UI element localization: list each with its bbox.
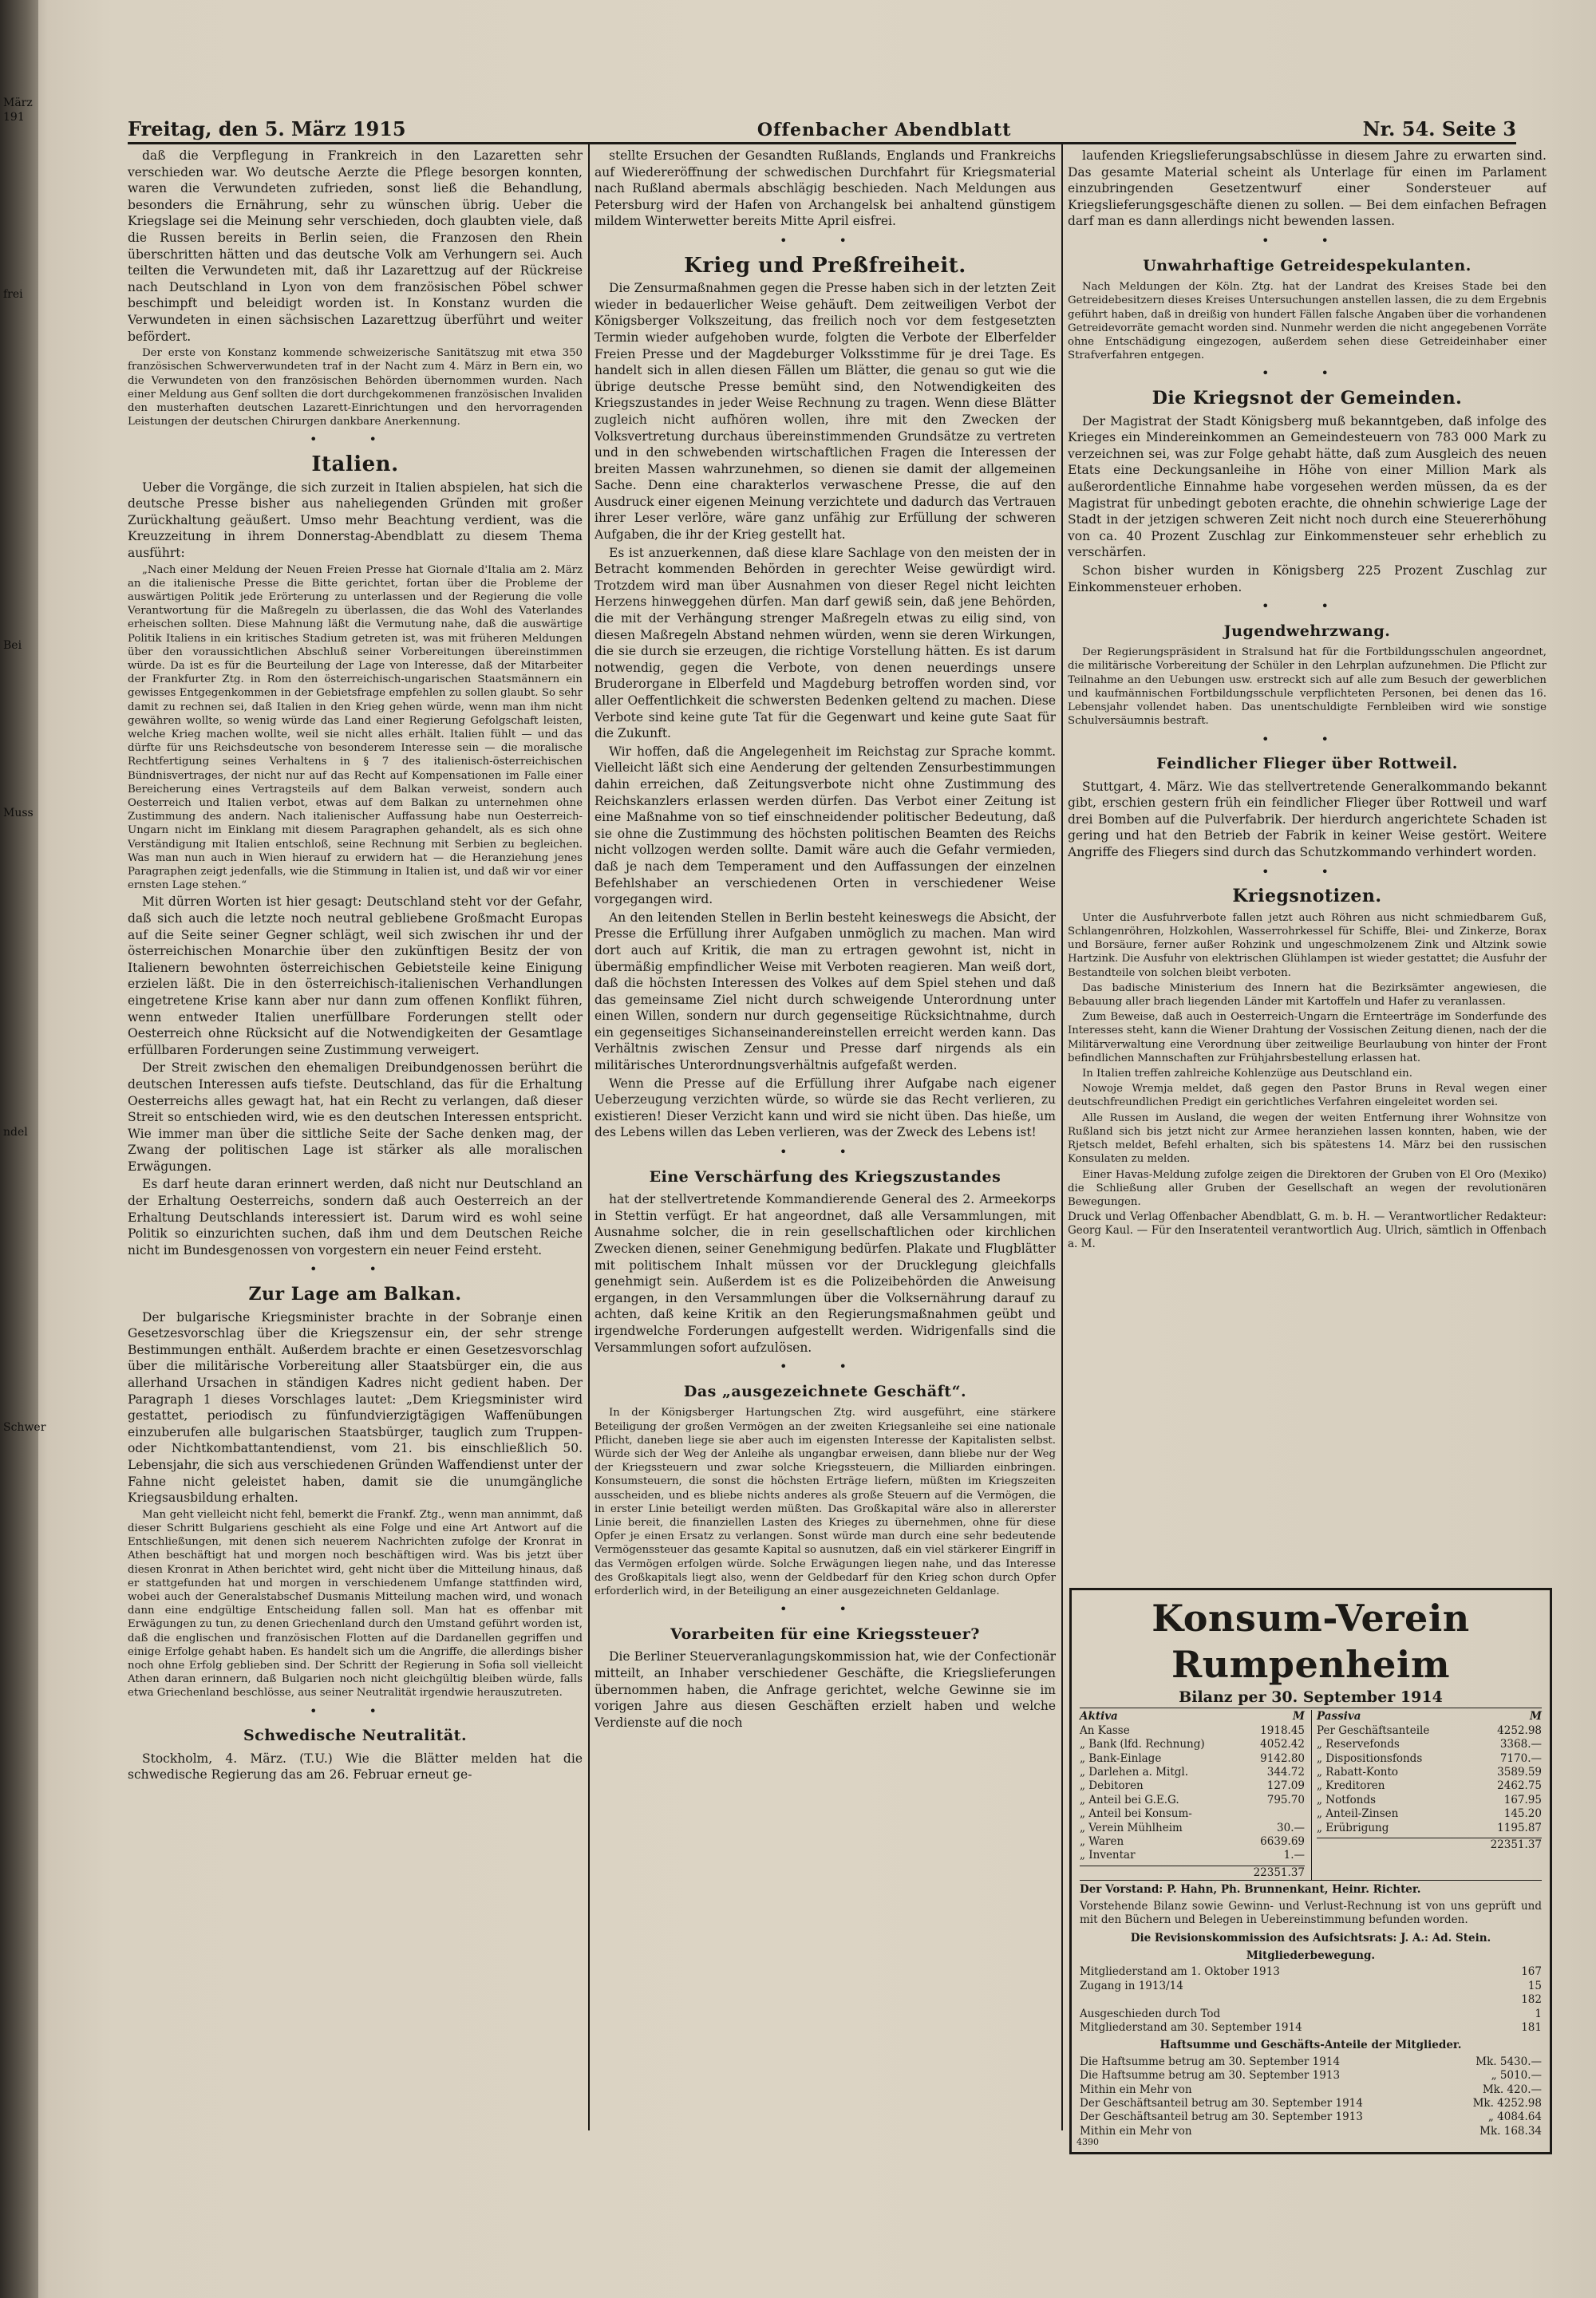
article-paragraph: Es ist anzuerkennen, daß diese klare Sachlage von den meisten der in Betracht kommenden Behörden in gerechter Weise gewürdigt wird. Trotzdem wird man über Ausnahmen von dieser Regel nicht leichten Herzens hinweggehen dürfen. Man darf gewiß sein, daß jene Behörden, die mit der Verhängung strenger Maßregeln etwas zu eilig sind, von diesen Maßregeln Abstand nehmen würden, wenn sie deren Wirkungen, die sie durch sie erzeugen, die richtige Vorstellung hätten. Es ist darum notwendig, gegen die Verbote, von denen neuerdings unsere Bruderorgane in Elberfeld und Magdeburg betroffen worden sind, vor aller Oeffentlichkeit die schwersten Bedenken geltend zu machen. Diese Verbote sind keine gute Tat für die Gegenwart und keine gute Saat für die Zukunft.	[595, 545, 1056, 741]
ad-subtitle: Bilanz per 30. September 1914	[1179, 1688, 1443, 1706]
headline-jugendwehr: Jugendwehrzwang.	[1223, 622, 1391, 640]
aktiva-row-label: „ Bank-Einlage	[1080, 1751, 1162, 1765]
binding-fragment: frei	[3, 288, 23, 301]
binding-fragment: Muss	[3, 807, 34, 819]
binding-fragment: März 191	[3, 97, 33, 124]
passiva-row-label: Per Geschäftsanteile	[1317, 1724, 1430, 1737]
article-paragraph: Der erste von Konstanz kommende schweizerische Sanitätszug mit etwa 350 französischen Schwerverwundeten traf in der Nacht zum 4. März in Bern ein, wo die Verwundeten von den französischen Behörden übernommen wurden. Nach einer Meldung aus Genf sollten die dort durchgekommenen französischen Invaliden den musterhaften deutschen Lazarett-Einrichtungen und den hervorragenden Leistungen der deutschen Chirurgen dankbare Anerkennung.	[128, 347, 583, 428]
masthead	[128, 112, 1516, 140]
separator: • •	[310, 1262, 401, 1277]
headline-kriegsnotizen: Kriegsnotizen.	[1232, 886, 1382, 907]
article-paragraph: Nowoje Wremja meldet, daß gegen den Pastor Bruns in Reval wegen einer deutschfreundlichen Predigt ein gerichtliches Verfahren eingeleitet worden sei.	[1068, 1083, 1547, 1109]
liability-row	[1080, 2125, 1542, 2138]
article-paragraph: Es darf heute daran erinnert werden, daß nicht nur Deutschland an der Erhaltung Oesterreichs, sondern daß auch Oesterreich an der Erhaltung Deutschlands interessiert ist. Darum wird es wohl seine Politik so einzurichten suchen, daß ihm und dem Deutschen Reiche nicht im Bundesgenossen von vorgestern ein neuer Feind ersteht.	[128, 1177, 583, 1258]
revision-commission: Die Revisionskommission des Aufsichtsrats: J. A.: Ad. Stein.	[1130, 1931, 1491, 1945]
aktiva-row-value: 4052.42	[1260, 1738, 1305, 1751]
separator: • •	[1262, 365, 1353, 381]
article-paragraph: Der Magistrat der Stadt Königsberg muß bekanntgeben, daß infolge des Krieges ein Mindereinkommen an Gemeindesteuern von 783 000 Mark zu verzeichnen sei, was zur Folge gehabt hätte, daß zum Ausgleich des neuen Etats eine Deckungsanleihe in Höhe von einer Million Mark als außerordentliche Einnahme habe vorgesehen werden müssen, da es der Magistrat für unbedingt geboten erachte, die ohnehin schwierige Lage der Stadt in der jetzigen schweren Zeit nicht noch durch eine Steuererhöhung von ca. 40 Prozent Zuschlag zur Einkommensteuer sehr erheblich zu verschärfen.	[1068, 413, 1547, 560]
passiva-row-value: 4252.98	[1497, 1724, 1542, 1737]
passiva-row-label: „ Kreditoren	[1317, 1779, 1385, 1793]
article-paragraph: Alle Russen im Ausland, die wegen der weiten Entfernung ihrer Wohnsitze von Rußland sich bis jetzt nicht zur Armee heranziehen lassen konnten, haben, wie der Rjetsch meldet, Befehl erhalten, sich bis spätestens 14. März bei den russischen Konsulaten zu melden.	[1068, 1111, 1547, 1166]
aktiva-row	[1080, 1766, 1305, 1779]
passiva-row-value: 167.95	[1503, 1793, 1542, 1806]
article-paragraph: Stuttgart, 4. März. Wie das stellvertretende Generalkommando bekannt gibt, erschien gestern früh ein feindlicher Flieger über Rottweil und warf drei Bomben auf die Pulverfabrik. Der hierdurch angerichtete Schaden ist gering und hat den Betrieb der Fabrik in keiner Weise gestört. Weitere Angriffe des Fliegers sind durch das Schutzkommando verhindert worden.	[1068, 779, 1547, 860]
separator: • •	[780, 232, 871, 248]
currency-label: M	[1530, 1710, 1542, 1724]
column-3	[1068, 148, 1547, 1580]
liability-row-value: Mk. 420.—	[1482, 2083, 1542, 2096]
passiva-row-label: „ Reservefonds	[1317, 1738, 1400, 1751]
passiva-row-label: „ Notfonds	[1317, 1793, 1377, 1806]
liability-row-value: Mk. 168.34	[1479, 2124, 1542, 2138]
article-paragraph: In Italien treffen zahlreiche Kohlenzüge aus Deutschland ein.	[1082, 1068, 1412, 1080]
article-paragraph: stellte Ersuchen der Gesandten Rußlands, Englands und Frankreichs auf Wiedereröffnung der schwedischen Durchfahrt für Kriegsmaterial nach Rußland abermals abschlägig beschieden. Nach Meldungen aus Petersburg wird der Hafen von Archangelsk bei anhaltend günstigem mildem Winterwetter bereits Mitte April eisfrei.	[595, 148, 1056, 229]
aktiva-total: 22351.37	[1253, 1866, 1305, 1879]
article-paragraph: Stockholm, 4. März. (T.U.) Wie die Blätter melden hat die schwedische Regierung das am 26. Februar erneut ge-	[128, 1751, 583, 1783]
headline-italien: Italien.	[311, 452, 399, 476]
article-paragraph: Einer Havas-Meldung zufolge zeigen die Direktoren der Gruben von El Oro (Mexiko) die Schließung aller Gruben der Gesellschaft an wegen der revolutionären Bewegungen.	[1068, 1168, 1547, 1208]
headline-geschaeft: Das „ausgezeichnete Geschäft“.	[683, 1382, 967, 1400]
book-binding	[0, 0, 46, 2298]
headline-getreide: Unwahrhaftige Getreidespekulanten.	[1143, 256, 1472, 274]
binding-fragment: Bei	[3, 639, 22, 652]
article-paragraph: Man geht vielleicht nicht fehl, bemerkt die Frankf. Ztg., wenn man annimmt, daß dieser Schritt Bulgariens geschieht als eine Folge und eine Art Antwort auf die Entschließungen, mit denen sich neuerem Nachrichten zufolge der Kronrat in Athen beschäftigt hat und morgen noch beschäftigen wird. Was bis jetzt über diesen Kronrat in Athen berichtet wird, geht nicht über die Mitteilung hinaus, daß er stattgefunden hat und morgen in verschiedenem Umfange stattfinden wird, wobei auch der Generalstabschef Dusmanis Mitteilung machen wird, und wonach dann eine endgültige Entscheidung fallen soll. Man hat es offenbar mit Erwägungen zu tun, zu denen Griechenland durch den Umstand geführt worden ist, daß die englischen und französischen Flotten auf die Dardanellen gegriffen und einige Erfolge gehabt haben. Es handelt sich um die Angriffe, die allerdings bisher noch ohne Erfolg geblieben sind. Der Schritt der Regierung in Sofia soll vielleicht Athen daran erinnern, daß Bulgarien noch nicht gleichgültig bleiben würde, falls etwa Griechenland beschlösse, aus seiner Neutralität irgendwie herauszutreten.	[128, 1508, 583, 1700]
aktiva-row	[1080, 1738, 1305, 1751]
member-row	[1080, 1965, 1542, 1979]
liability-row-value: Mk. 5430.—	[1476, 2055, 1542, 2068]
member-row	[1080, 1993, 1542, 2007]
ad-title: Konsum-Verein Rumpenheim	[1152, 1597, 1470, 1686]
passiva-label: Passiva	[1317, 1710, 1361, 1724]
passiva-row-label: „ Erübrigung	[1317, 1821, 1389, 1834]
article-paragraph: Die Zensurmaßnahmen gegen die Presse haben sich in der letzten Zeit wieder in bedauerlicher Weise gehäuft. Dem zeitweiligen Verbot der Königsberger Volkszeitung, das freilich noch vor dem festgesetzten Termin wieder aufgehoben wurde, folgten die Verbote der Elberfelder Freien Presse und der Magdeburger Volksstimme für je drei Tage. Es handelt sich in allen diesen Fällen um Blätter, die genau so gut wie die übrige deutsche Presse bemüht sind, den Notwendigkeiten des Kriegszustandes in jeder Weise Rechnung zu tragen. Wenn diese Blätter zugleich nicht aufhören wollen, ihre mit den Zwecken der Volksvertretung durchaus übereinstimmenden Grundsätze zu vertreten und in den schwebenden wirtschaftlichen Fragen die Interessen der breiten Massen wahrzunehmen, so dienen sie damit der allgemeinen Sache. Denn eine charakterlos verwaschene Presse, die auf den Ausdruck einer eigenen Meinung verzichtete und dadurch das Vertrauen ihrer Leser verlöre, wäre ganz unfähig zur Erfüllung der schweren Aufgaben, die ihr der Krieg gestellt hat.	[595, 281, 1056, 543]
column-1	[128, 148, 583, 2142]
article-paragraph: hat der stellvertretende Kommandierende General des 2. Armeekorps in Stettin verfügt. Er hat angeordnet, daß alle Versammlungen, mit Ausnahme solcher, die in rein gesellschaftlichen oder kirchlichen Zwecken dienen, seiner Genehmigung bedürfen. Plakate und Flugblätter mit politischem Inhalt müssen vor der Drucklegung gleichfalls genehmigt sein. Außerdem ist es die Polizeibehörden die Anweisung ergangen, in den Versammlungen über die Volksernährung darauf zu achten, daß keine Kritik an den Regierungsmaßnahmen geübt und irgendwelche Forderungen aufgestellt werden. Widrigenfalls sind die Versammlungen sofort aufzulösen.	[595, 1192, 1056, 1355]
aktiva-row	[1080, 1779, 1305, 1793]
member-row-label: Zugang in 1913/14	[1080, 1979, 1183, 1992]
aktiva-row-value: 1918.45	[1260, 1724, 1305, 1737]
liability-row-label: Der Geschäftsanteil betrug am 30. September 1914	[1080, 2096, 1363, 2110]
liability-row	[1080, 2110, 1542, 2124]
separator: • •	[780, 1144, 871, 1160]
aktiva-row-value: 795.70	[1266, 1793, 1305, 1806]
audit-note: Vorstehende Bilanz sowie Gewinn- und Verlust-Rechnung ist von uns geprüft und mit den Büchern und Belegen in Uebereinstimmung befunden worden.	[1080, 1899, 1542, 1927]
liability-row-label: Mithin ein Mehr von	[1080, 2083, 1192, 2096]
article-paragraph: laufenden Kriegslieferungsabschlüsse in diesem Jahre zu erwarten sind. Das gesamte Material scheint als Unterlage für einen im Parlament einzubringenden Gesetzentwurf einer Sondersteuer auf Kriegslieferungsgeschäfte dienen zu sollen. — Bei dem einfachen Befragen darf man es dann allerdings nicht bewenden lassen.	[1068, 148, 1547, 229]
headline-vorarbeiten: Vorarbeiten für eine Kriegssteuer?	[670, 1625, 980, 1643]
member-row	[1080, 1980, 1542, 1993]
member-row-label: Ausgeschieden durch Tod	[1080, 2007, 1221, 2020]
member-row	[1080, 2008, 1542, 2021]
aktiva-row-label: An Kasse	[1080, 1724, 1130, 1737]
passiva-row	[1317, 1822, 1542, 1835]
passiva-row-label: „ Anteil-Zinsen	[1317, 1807, 1399, 1821]
liability-row-label: Mithin ein Mehr von	[1080, 2124, 1192, 2138]
headline-balkan: Zur Lage am Balkan.	[248, 1284, 462, 1305]
masthead-rule	[128, 142, 1516, 144]
passiva-row-value: 3589.59	[1497, 1766, 1542, 1779]
passiva-row-label: „ Rabatt-Konto	[1317, 1766, 1399, 1779]
headline-krieg-presse: Krieg und Preßfreiheit.	[684, 253, 966, 278]
article-paragraph: Schon bisher wurden in Königsberg 225 Prozent Zuschlag zur Einkommensteuer erhoben.	[1068, 563, 1547, 594]
liability-row-label: Die Haftsumme betrug am 30. September 1913	[1080, 2069, 1341, 2083]
passiva-row	[1317, 1794, 1542, 1807]
aktiva-row	[1080, 1807, 1305, 1821]
issue-date: Freitag, den 5. März 1915	[128, 117, 406, 140]
member-row-value: 15	[1527, 1979, 1542, 1992]
member-row-label: Mitgliederstand am 30. September 1914	[1080, 2020, 1302, 2034]
balance-sheet	[1080, 1708, 1542, 1881]
article-paragraph: Nach Meldungen der Köln. Ztg. hat der Landrat des Kreises Stade bei den Getreidebesitzern dieses Kreises Untersuchungen anstellen lassen, die zu dem Ergebnis geführt haben, daß in dreißig von hundert Fällen falsche Angaben über die vorhandenen Getreidevorräte gemacht worden sind. Nunmehr werden die nicht angegebenen Vorräte ohne Entschädigung eingezogen, außerdem sehen diese Getreideinhaber einer Strafverfahren entgegen.	[1068, 281, 1547, 362]
member-row-value: 182	[1521, 1993, 1542, 2007]
passiva-total: 22351.37	[1490, 1838, 1542, 1852]
aktiva-row-label: „ Darlehen a. Mitgl.	[1080, 1766, 1189, 1779]
passiva-row-value: 145.20	[1503, 1807, 1542, 1821]
article-paragraph: Das badische Ministerium des Innern hat die Bezirksämter angewiesen, die Bebauung aller brach liegenden Länder mit Kartoffeln und Hafer zu veranlassen.	[1068, 981, 1547, 1009]
aktiva-row-label: „ Bank (lfd. Rechnung)	[1080, 1738, 1205, 1751]
members-heading: Mitgliederbewegung.	[1246, 1949, 1376, 1962]
aktiva-row-label: „ Waren	[1080, 1835, 1124, 1849]
passiva-row	[1317, 1807, 1542, 1821]
article-paragraph: Zum Beweise, daß auch in Oesterreich-Ungarn die Ernteerträge im Sonderfunde des Interesses steht, kann die Wiener Drahtung der Vossischen Zeitung dienen, nach der die Militärverwaltung eine Verordnung über zeitweilige Beurlaubung von hinter der Front befindlichen Mannschaften zur Frühjahrsbestellung erlassen hat.	[1068, 1011, 1547, 1064]
liability-row-value: Mk. 4252.98	[1472, 2096, 1542, 2110]
liability-row-value: „ 5010.—	[1491, 2069, 1542, 2083]
aktiva-row-label: „ Anteil bei Konsum-	[1080, 1807, 1192, 1821]
passiva-row-label: „ Dispositionsfonds	[1317, 1751, 1423, 1765]
article-paragraph: Wir hoffen, daß die Angelegenheit im Reichstag zur Sprache kommt. Vielleicht läßt sich eine Aenderung der geltenden Zensurbestimmungen dahin erreichen, daß Zeitungsverbote nicht ohne Zustimmung des Reichskanzlers erlassen werden dürfen. Das Verbot einer Zeitung ist eine Maßnahme von so tief einschneidender politischer Bedeutung, daß sie ohne die Zustimmung des höchsten politischen Beamten des Reichs nicht vollzogen werden sollte. Damit wäre auch die Gefahr vermieden, daß je nach dem Temperament und den Auffassungen der einzelnen Befehlshaber an verschiedenen Orten in verschiedener Weise vorgegangen wird.	[595, 744, 1056, 907]
member-row-value: 167	[1521, 1965, 1542, 1979]
board-members: Der Vorstand: P. Hahn, Ph. Brunnenkant, Heinr. Richter.	[1080, 1883, 1421, 1897]
currency-label: M	[1293, 1710, 1305, 1724]
article-paragraph: Der bulgarische Kriegsminister brachte in der Sobranje einen Gesetzesvorschlag über die Kriegszensur ein, der sehr strenge Bestimmungen enthält. Außerdem brachte er einen Gesetzesvorschlag über die militärische Vorbereitung aller Staatsbürger ein, die aus allerhand Ursachen in ständigen Kadres nicht gedient haben. Der Paragraph 1 dieses Vorschlages lautet: „Dem Kriegsminister wird gestattet, periodisch zu fünfundvierzigtägigen Waffenübungen einzuberufen alle bulgarischen Staatsbürger, tauglich zum Truppen- oder Nichtkombattantendienst, vom 21. bis einschließlich 50. Lebensjahr, die sich aus verschiedenen Gründen Waffendienst unter der Fahne nicht geleistet haben, damit sie die unumgängliche Kriegsausbildung erhalten.	[128, 1309, 583, 1506]
passiva-row	[1317, 1766, 1542, 1779]
headline-verschaerfung: Eine Verschärfung des Kriegszustandes	[649, 1167, 1001, 1186]
article-paragraph: Mit dürren Worten ist hier gesagt: Deutschland steht vor der Gefahr, daß sich auch die letzte noch neutral gebliebene Großmacht Europas auf die Seite seiner Gegner schlägt, weil sich zwischen ihr und der österreichischen Monarchie über den zukünftigen Besitz der von Italienern bewohnten österreichischen Gebietsteile keine Einigung erzielen läßt. Die in den österreichisch-italienischen Verhandlungen eingetretene Krise kann aber nur dann zum offenen Konflikt führen, wenn entweder Italien unerfüllbare Forderungen stellt oder Oesterreich ohne Rücksicht auf die Notwendigkeiten der Gesamtlage erfüllbaren Forderungen seine Zustimmung verweigert.	[128, 894, 583, 1057]
liability-row-label: Die Haftsumme betrug am 30. September 1914	[1080, 2055, 1341, 2068]
separator: • •	[780, 1601, 871, 1617]
column-2	[595, 148, 1056, 2142]
aktiva-row	[1080, 1849, 1305, 1862]
aktiva-row	[1080, 1835, 1305, 1849]
passiva-row	[1317, 1752, 1542, 1766]
passiva-row-value: 7170.—	[1499, 1751, 1542, 1765]
article-paragraph: daß die Verpflegung in Frankreich in den Lazaretten sehr verschieden war. Wo deutsche Aerzte die Pflege besorgen konnten, waren die Verwundeten zufrieden, sonst ließ die Behandlung, besonders die Ernährung, sehr zu wünschen übrig. Ueber die Kriegslage sei die Meinung sehr verschieden, doch glaubten viele, daß die Russen bereits in Berlin seien, die Franzosen den Rhein überschritten hätten und das deutsche Volk am Verhungern sei. Auch teilten die Verwundeten mit, daß ihr Lazarettzug auf der Rückreise nach Deutschland in Lyon von dem französischen Pöbel schwer beschimpft und beleidigt worden ist. In Konstanz wurden die Verwundeten in einen sächsischen Lazarettzug überführt und weiter befördert.	[128, 148, 583, 344]
article-paragraph: Unter die Ausfuhrverbote fallen jetzt auch Röhren aus nicht schmiedbarem Guß, Schlangenröhren, Holzkohlen, Wasserrohrkessel für Schiffe, Blei- und Zinkerze, Borax und Borsäure, ferner außer Rohzink und ungeschmolzenem Zink und Altzink sowie Hartzink. Die Ausfuhr von elektrischen Glühlampen ist wieder gestattet; die Ausfuhr der Bestandteile von solchen bleibt verboten.	[1068, 911, 1547, 979]
aktiva-row-label: „ Inventar	[1080, 1849, 1136, 1862]
aktiva-row-label: „ Verein Mühlheim	[1080, 1821, 1183, 1834]
separator: • •	[1262, 863, 1353, 879]
newspaper-name: Offenbacher Abendblatt	[757, 120, 1012, 140]
separator: • •	[310, 1703, 401, 1719]
article-paragraph: „Nach einer Meldung der Neuen Freien Presse hat Giornale d'Italia am 2. März an die italienische Presse die Bitte gerichtet, fortan über die Probleme der auswärtigen Politik jede Erörterung zu unterlassen und der Regierung die volle Verantwortung für die Maßregeln zu überlassen, die das Wohl des Vaterlandes erheischen sollten. Diese Mahnung läßt die Vermutung nahe, daß die auswärtige Politik Italiens in ein kritisches Stadium getreten ist, was mit früheren Meldungen über den voraussichtlichen Abschluß seiner Vorbereitungen übereinstimmen würde. Da ist es für die Beurteilung der Lage von Interesse, daß der Mitarbeiter der Frankfurter Ztg. in Rom den österreichisch-ungarischen Staatsmännern ein gewisses Entgegenkommen in der Gebietsfrage empfehlen zu sollen glaubt. So sehr damit zu rechnen sei, daß Italien in den Krieg gehen würde, wenn man ihm nicht gewähren wollte, so wenig würde das Land einer Regierung Gefolgschaft leisten, welche Krieg machen wollte, weil sie nicht alles erhält. Italien fühlt — und das dürfte für uns Reichsdeutsche von besonderem Interesse sein — die moralische Rechtfertigung seines Verhaltens in § 7 des italienisch-österreichischen Bündnisvertrages, der nicht nur auf das Recht auf Kompensationen im Falle einer Bereicherung eines Vertragsteils auf dem Balkan verweist, sondern auch Oesterreich und Italien verbot, etwas auf dem Balkan zu unternehmen ohne Zustimmung des andern. Nach italienischer Auffassung habe nun Oesterreich-Ungarn nicht im Einklang mit diesem Paragraphen gehandelt, als es sich ohne Verständigung mit Italien entschloß, seine Rechnung mit Serbien zu begleichen. Was man nun auch in Wien hierauf zu erwidern hat — die Heranziehung jenes Paragraphen zeigt jedenfalls, wie die Stimmung in Italien ist, und daß wir vor einer ernsten Lage stehen.“	[128, 563, 583, 892]
separator: • •	[1262, 598, 1353, 614]
member-row-label: Mitgliederstand am 1. Oktober 1913	[1080, 1965, 1280, 1979]
passiva-row	[1317, 1724, 1542, 1738]
aktiva-label: Aktiva	[1080, 1710, 1118, 1724]
article-paragraph: An den leitenden Stellen in Berlin besteht keineswegs die Absicht, der Presse die Erfüllung ihrer Aufgaben unmöglich zu machen. Man wird dort auch auf Kritik, die man zu ertragen gewohnt ist, nicht in übermäßig empfindlicher Weise mit Verboten reagieren. Man weiß dort, daß die höchsten Interessen des Volkes auf dem Spiel stehen und daß das gemeinsame Ziel nicht durch schweigende Unterordnung unter einen Willen, sondern nur durch gegenseitige Rücksichtnahme, durch ein gegenseitiges Sichanseinandereinstellen erreicht werden kann. Das Verhältnis zwischen Zensur und Presse darf nirgends als ein militärisches Unterordnungsverhältnis aufgefaßt werden.	[595, 910, 1056, 1073]
aktiva-row-label: „ Debitoren	[1080, 1779, 1144, 1793]
column-rule	[588, 144, 590, 2130]
liability-row	[1080, 2069, 1542, 2083]
article-paragraph: Der Streit zwischen den ehemaligen Dreibundgenossen berührt die deutschen Interessen aufs tiefste. Deutschland, das für die Erhaltung Oesterreichs alles gewagt hat, hat ein Recht zu verlangen, daß dieser Streit so entschieden wird, wie es den deutschen Interessen entspricht. Wie immer man über die sittliche Seite der Sache denken mag, der Zwang der politischen Lage ist stärker als alle moralischen Erwägungen.	[128, 1060, 583, 1174]
article-paragraph: Ueber die Vorgänge, die sich zurzeit in Italien abspielen, hat sich die deutsche Presse bisher aus naheliegenden Gründen mit großer Zurückhaltung geäußert. Umso mehr Beachtung verdient, was die Kreuzzeitung in ihrem Donnerstag-Abendblatt zu diesem Thema ausführt:	[128, 480, 583, 560]
separator: • •	[780, 1359, 871, 1375]
aktiva-row-value: 9142.80	[1260, 1751, 1305, 1765]
aktiva-row-label: „ Anteil bei G.E.G.	[1080, 1793, 1179, 1806]
member-row-value: 181	[1521, 2020, 1542, 2034]
article-paragraph: Der Regierungspräsident in Stralsund hat für die Fortbildungsschulen angeordnet, die militärische Vorbereitung der Schüler in den Lehrplan aufzunehmen. Die Pflicht zur Teilnahme an den Uebungen usw. erstreckt sich auf alle zum Besuch der gewerblichen und kaufmännischen Fortbildungsschule verpflichteten Personen, bei denen das 16. Lebensjahr vollendet haben. Das unentschuldigte Fernbleiben wird wie sonstige Schulversäumnis bestraft.	[1068, 646, 1547, 728]
advertisement-konsumverein	[1069, 1588, 1552, 2154]
passiva-side	[1311, 1710, 1542, 1880]
liability-row	[1080, 2083, 1542, 2097]
liability-row	[1080, 2097, 1542, 2110]
liability-row-label: Der Geschäftsanteil betrug am 30. September 1913	[1080, 2110, 1363, 2124]
aktiva-row-value: 30.—	[1277, 1821, 1305, 1834]
headline-kriegsnot: Die Kriegsnot der Gemeinden.	[1152, 387, 1463, 409]
aktiva-row-value: 344.72	[1266, 1766, 1305, 1779]
passiva-row-value: 2462.75	[1497, 1779, 1542, 1793]
aktiva-side	[1080, 1710, 1305, 1880]
passiva-row-value: 3368.—	[1499, 1738, 1542, 1751]
ad-number: 4390	[1077, 2136, 1099, 2147]
article-paragraph: Die Berliner Steuerveranlagungskommission hat, wie der Confectionär mitteilt, an Inhaber verschiedener Geschäfte, die Kriegslieferungen übernommen haben, die Anfrage gerichtet, welche Gewinne sie im vorigen Jahre aus diesen Geschäften erzielt haben und welche Verdienste auf die noch	[595, 1649, 1056, 1730]
aktiva-row	[1080, 1752, 1305, 1766]
liability-row	[1080, 2055, 1542, 2069]
aktiva-row	[1080, 1724, 1305, 1738]
headline-flieger: Feindlicher Flieger über Rottweil.	[1156, 755, 1458, 773]
article-paragraph: Wenn die Presse auf die Erfüllung ihrer Aufgabe nach eigener Ueberzeugung verzichten würde, so würde sie das Recht verlieren, zu existieren! Dieser Verzicht kann und wird sie nicht üben. Das hieße, um des Lebens willen das Leben verlieren, was der Zweck des Lebens ist!	[595, 1076, 1056, 1140]
separator: • •	[1262, 232, 1353, 248]
article-paragraph: In der Königsberger Hartungschen Ztg. wird ausgeführt, eine stärkere Beteiligung der großen Vermögen an der zweiten Kriegsanleihe sei eine nationale Pflicht, daneben liege sie aber auch im eigensten Interesse der Kapitalisten selbst. Würde sich der Weg der Anleihe als ungangbar erweisen, dann bliebe nur der Weg der Kriegssteuern und zwar solche Kriegssteuern, die Milliarden einbringen. Konsumsteuern, die sonst die höchsten Erträge liefern, müßten im Kriegszeiten ausscheiden, und es bliebe nichts anderes als große Steuern auf die Vermögen, die in erster Linie beteiligt werden müßten. Das Großkapital wäre also in allererster Linie bereit, die finanziellen Lasten des Krieges zu übernehmen, ohne für diese Opfer je einen Ersatz zu verlangen. Sonst würde man durch eine sehr bedeutende Vermögenssteuer das gesamte Kapital so ausnutzen, daß ein viel stärkerer Eingriff in das Vermögen erfolgen würde. Solche Erwägungen liegen nahe, und das Interesse des Großkapitals liegt also, wenn der Geldbedarf für den Krieg schon durch Opfer erforderlich wird, in der Beteiligung an einer ausgezeichneten Geldanlage.	[595, 1407, 1056, 1597]
aktiva-row	[1080, 1822, 1305, 1835]
liability-heading: Haftsumme und Geschäfts-Anteile der Mitglieder.	[1159, 2039, 1462, 2052]
liability-row-value: „ 4084.64	[1487, 2110, 1542, 2124]
separator: • •	[1262, 731, 1353, 747]
aktiva-row-value: 127.09	[1266, 1779, 1305, 1793]
aktiva-row-value: 6639.69	[1260, 1835, 1305, 1849]
aktiva-row-value	[1257, 1807, 1305, 1821]
member-row	[1080, 2021, 1542, 2035]
passiva-row	[1317, 1738, 1542, 1751]
passiva-row	[1317, 1779, 1542, 1793]
passiva-row-value: 1195.87	[1497, 1821, 1542, 1834]
column-rule	[1061, 144, 1063, 2130]
issue-number: Nr. 54. Seite 3	[1362, 117, 1516, 140]
separator: • •	[310, 432, 401, 448]
imprint: Druck und Verlag Offenbacher Abendblatt, G. m. b. H. — Verantwortlicher Redakteur: Georg Kaul. — Für den Inseratenteil verantwortlich Aug. Ulrich, sämtlich in Offenbach a. M.	[1068, 1210, 1547, 1251]
aktiva-row	[1080, 1794, 1305, 1807]
aktiva-row-value: 1.—	[1283, 1849, 1305, 1862]
binding-fragment: ndel	[3, 1126, 28, 1139]
headline-schweden: Schwedische Neutralität.	[243, 1727, 468, 1745]
member-row-value: 1	[1535, 2007, 1542, 2020]
binding-fragment: Schwer	[3, 1421, 46, 1434]
